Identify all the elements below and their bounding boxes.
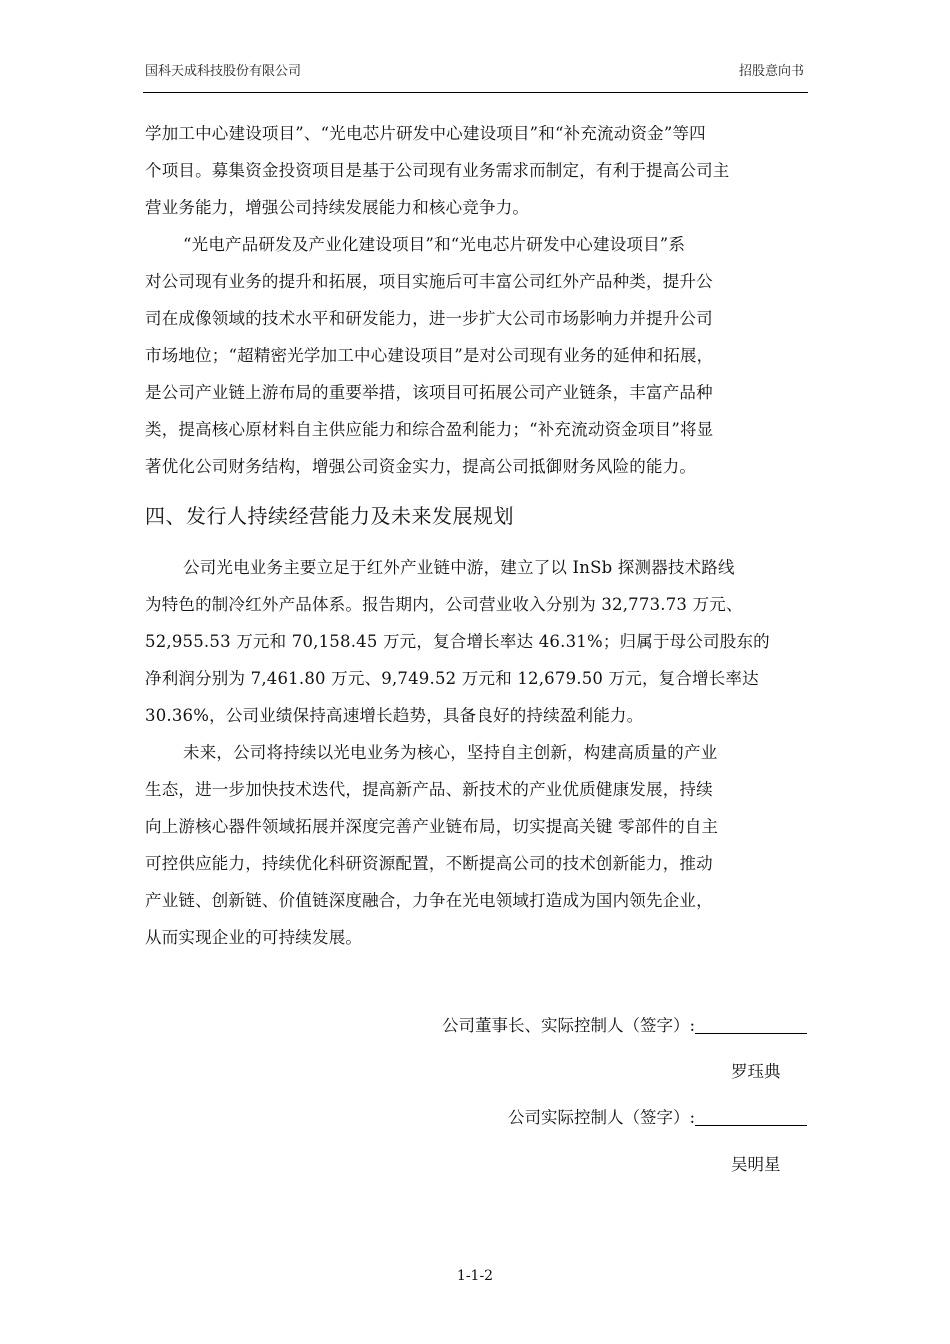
chairman-signature-label: 公司董事长、实际控制人（签字）:	[441, 1016, 695, 1035]
paragraph-line: 营业务能力，增强公司持续发展能力和核心竞争力。	[145, 198, 530, 217]
header-document-type: 招股意向书	[738, 64, 804, 79]
page-number: 1-1-2	[456, 1268, 494, 1284]
paragraph-line: 类，提高核心原材料自主供应能力和综合盈利能力；“补充流动资金项目”将显	[145, 420, 714, 439]
paragraph-line: 个项目。募集资金投资项目是基于公司现有业务需求而制定，有利于提高公司主	[145, 161, 730, 180]
paragraph-line: 对公司现有业务的提升和拓展，项目实施后可丰富公司红外产品种类，提升公	[145, 272, 713, 291]
paragraph-line: 未来，公司将持续以光电业务为核心，坚持自主创新，构建高质量的产业	[183, 743, 718, 762]
controller-signature-blank	[695, 1109, 807, 1126]
paragraph-line: 30.36%，公司业绩保持高速增长趋势，具备良好的持续盈利能力。	[145, 706, 644, 725]
paragraph-line: 为特色的制冷红外产品体系。报告期内，公司营业收入分别为 32,773.73 万元、	[145, 595, 743, 614]
chairman-signature-line	[442, 1012, 807, 1036]
paragraph-line: 学加工中心建设项目”、“光电芯片研发中心建设项目”和“补充流动资金”等四	[145, 124, 706, 143]
paragraph-line: 是公司产业链上游布局的重要举措，该项目可拓展公司产业链条，丰富产品种	[145, 383, 713, 402]
paragraph-line: 生态，进一步加快技术迭代，提高新产品、新技术的产业优质健康发展，持续	[145, 780, 713, 799]
paragraph-line: 52,955.53 万元和 70,158.45 万元，复合增长率达 46.31%；归属于母公司股东的	[145, 632, 770, 651]
header-divider	[143, 92, 808, 93]
paragraph-line: 向上游核心器件领域拓展并深度完善产业链布局，切实提高关键 零部件的自主	[145, 817, 719, 836]
paragraph-line: 从而实现企业的可持续发展。	[145, 928, 363, 947]
paragraph-line: “光电产品研发及产业化建设项目”和“光电芯片研发中心建设项目”系	[183, 235, 686, 254]
paragraph-line: 司在成像领域的技术水平和研发能力，进一步扩大公司市场影响力并提升公司	[145, 309, 713, 328]
paragraph-line: 可控供应能力，持续优化科研资源配置，不断提高公司的技术创新能力，推动	[145, 854, 713, 873]
paragraph-line: 产业链、创新链、价值链深度融合，力争在光电领域打造成为国内领先企业，	[145, 891, 713, 910]
chairman-signature-blank	[695, 1017, 807, 1034]
controller-signature-line	[508, 1104, 807, 1128]
controller-name: 吴明星	[731, 1155, 781, 1174]
controller-signature-label: 公司实际控制人（签字）:	[507, 1108, 695, 1127]
paragraph-line: 公司光电业务主要立足于红外产业链中游，建立了以 InSb 探测器技术路线	[183, 558, 735, 577]
chairman-name: 罗珏典	[731, 1062, 781, 1081]
header-company-name: 国科天成科技股份有限公司	[145, 64, 302, 79]
paragraph-line: 市场地位；“超精密光学加工中心建设项目”是对公司现有业务的延伸和拓展，	[145, 346, 714, 365]
paragraph-line: 净利润分别为 7,461.80 万元、9,749.52 万元和 12,679.50 万元，复合增长率达	[145, 669, 759, 688]
section-heading: 四、发行人持续经营能力及未来发展规划	[145, 504, 514, 528]
paragraph-line: 著优化公司财务结构，增强公司资金实力，提高公司抵御财务风险的能力。	[145, 457, 697, 476]
